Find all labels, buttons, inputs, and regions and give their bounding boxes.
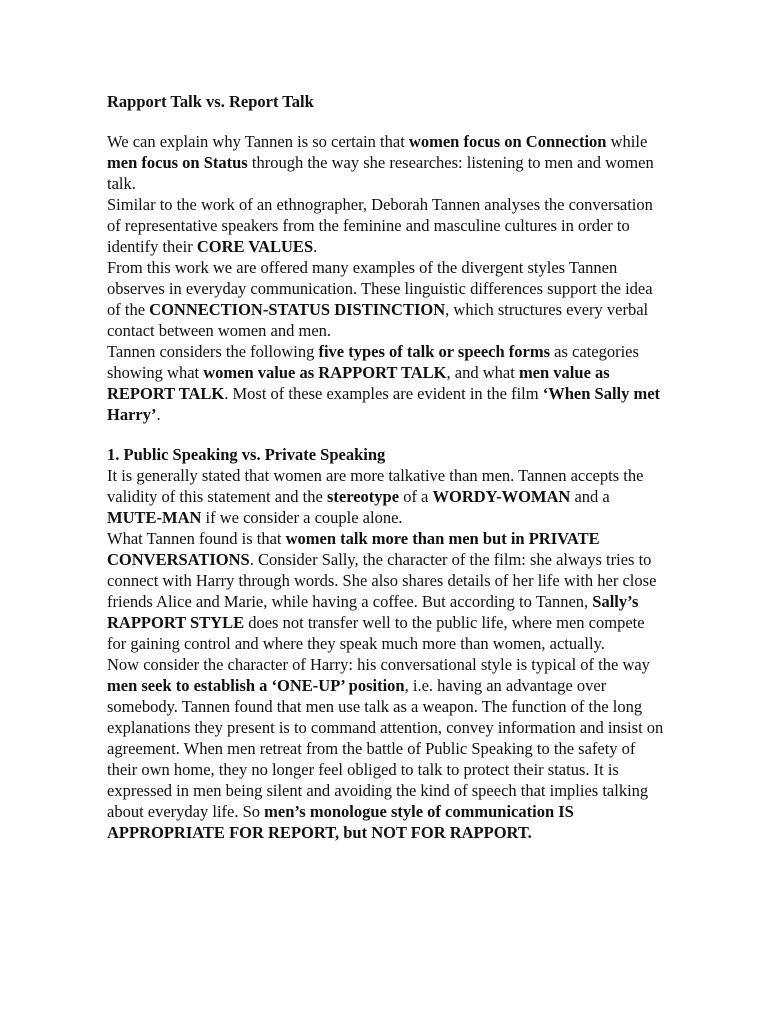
text-run: Now consider the character of Harry: his conversational style is typical of the way <box>107 655 650 674</box>
text-run: Similar to the work of an ethnographer, Deborah Tannen analyses the conversation of representative speakers from the feminine and masculine cultures in order to identify their <box>107 195 653 256</box>
text-run: through the way she researches: listening to men and women talk. <box>107 153 654 193</box>
section-public-vs-private <box>107 444 667 843</box>
intro-section <box>107 131 667 425</box>
bold-text-run: men’s monologue style of communication IS APPROPRIATE FOR REPORT, but NOT FOR RAPPORT. <box>107 802 574 842</box>
text-run: if we consider a couple alone. <box>201 508 403 527</box>
bold-text-run: five types of talk or speech forms <box>318 342 551 361</box>
intro-paragraph-4 <box>107 341 667 425</box>
text-run: does not transfer well to the public life, where men compete for gaining control and where they speak much more than women, actually. <box>107 613 645 653</box>
text-run: It is generally stated that women are more talkative than men. Tannen accepts the validity of this statement and the <box>107 466 644 506</box>
section-paragraph-1 <box>107 465 667 528</box>
bold-text-run: stereotype <box>326 487 400 506</box>
text-run: . <box>313 237 318 256</box>
bold-text-run: men seek to establish a ‘ONE-UP’ position <box>107 676 405 695</box>
text-run: We can explain why Tannen is so certain that <box>107 132 409 151</box>
text-run: while <box>606 132 648 151</box>
bold-text-run: men value as REPORT TALK <box>107 363 610 403</box>
text-run: What Tannen found is that <box>107 529 286 548</box>
intro-paragraph-3 <box>107 257 667 341</box>
text-run: , which structures every verbal contact between women and men. <box>107 300 649 340</box>
bold-text-run: MUTE-MAN <box>107 508 202 527</box>
document-title: Rapport Talk vs. Report Talk <box>107 92 314 111</box>
section-heading: 1. Public Speaking vs. Private Speaking <box>107 445 386 464</box>
bold-text-run: CONNECTION-STATUS DISTINCTION <box>149 300 446 319</box>
text-run: and a <box>570 487 610 506</box>
bold-text-run: Sally’s RAPPORT STYLE <box>107 592 639 632</box>
document-page <box>107 91 667 843</box>
text-run: From this work we are offered many examples of the divergent styles Tannen observes in everyday communication. These linguistic differences support the idea of the <box>107 258 653 319</box>
bold-text-run: women talk more than men but in PRIVATE CONVERSATIONS <box>107 529 600 569</box>
intro-paragraph-2 <box>107 194 667 257</box>
bold-text-run: WORDY-WOMAN <box>432 487 571 506</box>
bold-text-run: women focus on Connection <box>408 132 607 151</box>
bold-text-run: men focus on Status <box>107 153 248 172</box>
text-run: Tannen considers the following <box>107 342 319 361</box>
intro-paragraph-1 <box>107 131 667 194</box>
bold-text-run: women value as RAPPORT TALK <box>203 363 447 382</box>
bold-text-run: CORE VALUES <box>196 237 314 256</box>
text-run: . Consider Sally, the character of the film: she always tries to connect with Harry through words. She also shares details of her life with her close friends Alice and Marie, while having a coffee. But according to Tannen, <box>107 550 657 611</box>
text-run: . <box>156 405 161 424</box>
text-run: . Most of these examples are evident in the film <box>224 384 543 403</box>
section-paragraph-2 <box>107 528 667 654</box>
text-run: of a <box>399 487 433 506</box>
text-run: , i.e. having an advantage over somebody. Tannen found that men use talk as a weapon. The function of the long explanations they present is to command attention, convey information and insist on agreement. When men retreat from the battle of Public Speaking to the safety of their own home, they no longer feel obliged to talk to protect their status. It is expressed in men being silent and avoiding the kind of speech that implies talking about everyday life. So <box>107 676 664 821</box>
text-run: as categories showing what <box>107 342 639 382</box>
bold-text-run: ‘When Sally met Harry’ <box>107 384 661 424</box>
section-paragraph-3 <box>107 654 667 843</box>
text-run: , and what <box>446 363 519 382</box>
